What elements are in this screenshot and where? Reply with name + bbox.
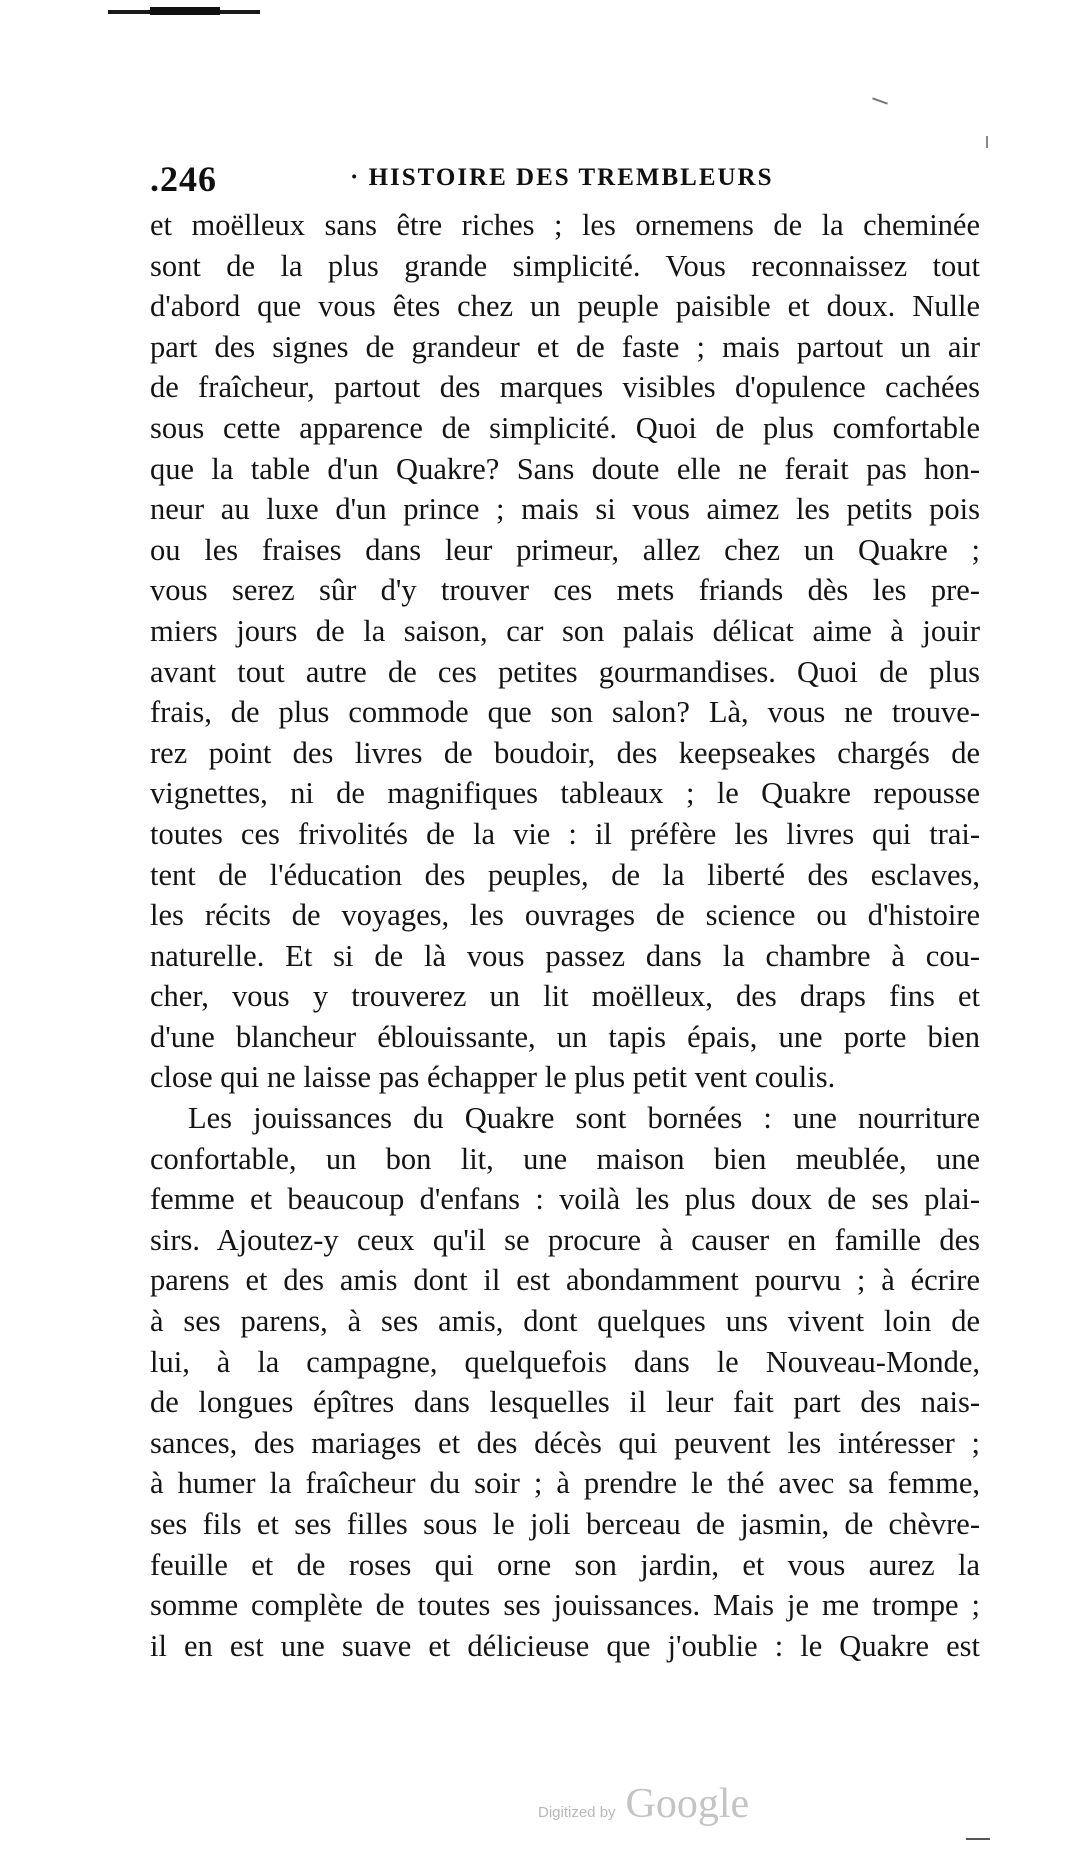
text-line: somme complète de toutes ses jouissances. Mais je me trompe ; [150,1588,980,1623]
page-number: .246 [150,159,217,199]
text-line: lui, à la campagne, quelquefois dans le Nouveau-Monde, [150,1344,980,1379]
scan-mark [872,97,888,104]
page-header [150,158,980,198]
text-line: confortable, un bon lit, une maison bien meublée, une [150,1141,980,1176]
text-line: feuille et de roses qui orne son jardin, et vous aurez la [150,1547,980,1582]
google-logo: Google [625,1781,750,1827]
text-line: cher, vous y trouverez un lit moëlleux, des draps fins et [150,979,980,1014]
text-line: à humer la fraîcheur du soir ; à prendre le thé avec sa femme, [150,1466,980,1501]
text-line: sont de la plus grande simplicité. Vous reconnaissez tout [150,248,980,283]
text-line: rez point des livres de boudoir, des keepseakes chargés de [150,735,980,770]
top-decorative-rule-thick [150,7,220,15]
text-line: les récits de voyages, les ouvrages de science ou d'histoire [150,898,980,933]
scan-mark [966,1838,990,1840]
scan-mark [986,136,988,148]
text-line: d'abord que vous êtes chez un peuple paisible et doux. Nulle [150,289,980,324]
text-line: sirs. Ajoutez-y ceux qu'il se procure à causer en famille des [150,1222,980,1257]
digitized-watermark [538,1780,749,1830]
body-text [150,205,980,1666]
text-line: frais, de plus commode que son salon? Là, vous ne trouve- [150,695,980,730]
text-line: ses fils et ses filles sous le joli berceau de jasmin, de chèvre- [150,1507,980,1541]
text-line: vignettes, ni de magnifiques tableaux ; le Quakre repousse [150,776,980,811]
text-line: à ses parens, à ses amis, dont quelques uns vivent loin de [150,1304,980,1339]
text-line: miers jours de la saison, car son palais délicat aime à jouir [150,613,980,648]
text-line: close qui ne laisse pas échapper le plus petit vent coulis. [150,1060,836,1095]
text-line: que la table d'un Quakre? Sans doute elle ne ferait pas hon- [150,451,980,486]
text-line: vous serez sûr d'y trouver ces mets friands dès les pre- [150,573,980,608]
text-line: sous cette apparence de simplicité. Quoi de plus comfortable [150,410,980,445]
text-line: il en est une suave et délicieuse que j'oublie : le Quakre est [150,1628,980,1663]
text-line: naturelle. Et si de là vous passez dans la chambre à cou- [150,938,980,973]
text-line: avant tout autre de ces petites gourmandises. Quoi de plus [150,654,980,689]
text-line: femme et beaucoup d'enfans : voilà les plus doux de ses plai- [150,1182,980,1217]
text-line: ou les fraises dans leur primeur, allez chez un Quakre ; [150,532,980,567]
text-line: neur au luxe d'un prince ; mais si vous aimez les petits pois [150,492,980,527]
text-line: sances, des mariages et des décès qui peuvent les intéresser ; [150,1425,980,1460]
text-line: de longues épîtres dans lesquelles il leur fait part des nais- [150,1385,980,1420]
text-line: de fraîcheur, partout des marques visibles d'opulence cachées [150,370,980,405]
text-line: toutes ces frivolités de la vie : il préfère les livres qui trai- [150,816,980,851]
running-title: · HISTOIRE DES TREMBLEURS [350,164,774,191]
text-line: tent de l'éducation des peuples, de la liberté des esclaves, [150,857,980,892]
watermark-prefix: Digitized by [538,1804,616,1821]
text-line: part des signes de grandeur et de faste ; mais partout un air [150,329,980,364]
text-line: et moëlleux sans être riches ; les ornemens de la cheminée [150,208,980,242]
text-line: parens et des amis dont il est abondamment pourvu ; à écrire [150,1263,980,1298]
text-line: d'une blancheur éblouissante, un tapis épais, une porte bien [150,1019,980,1054]
text-line: Les jouissances du Quakre sont bornées : une nourriture [188,1101,980,1136]
